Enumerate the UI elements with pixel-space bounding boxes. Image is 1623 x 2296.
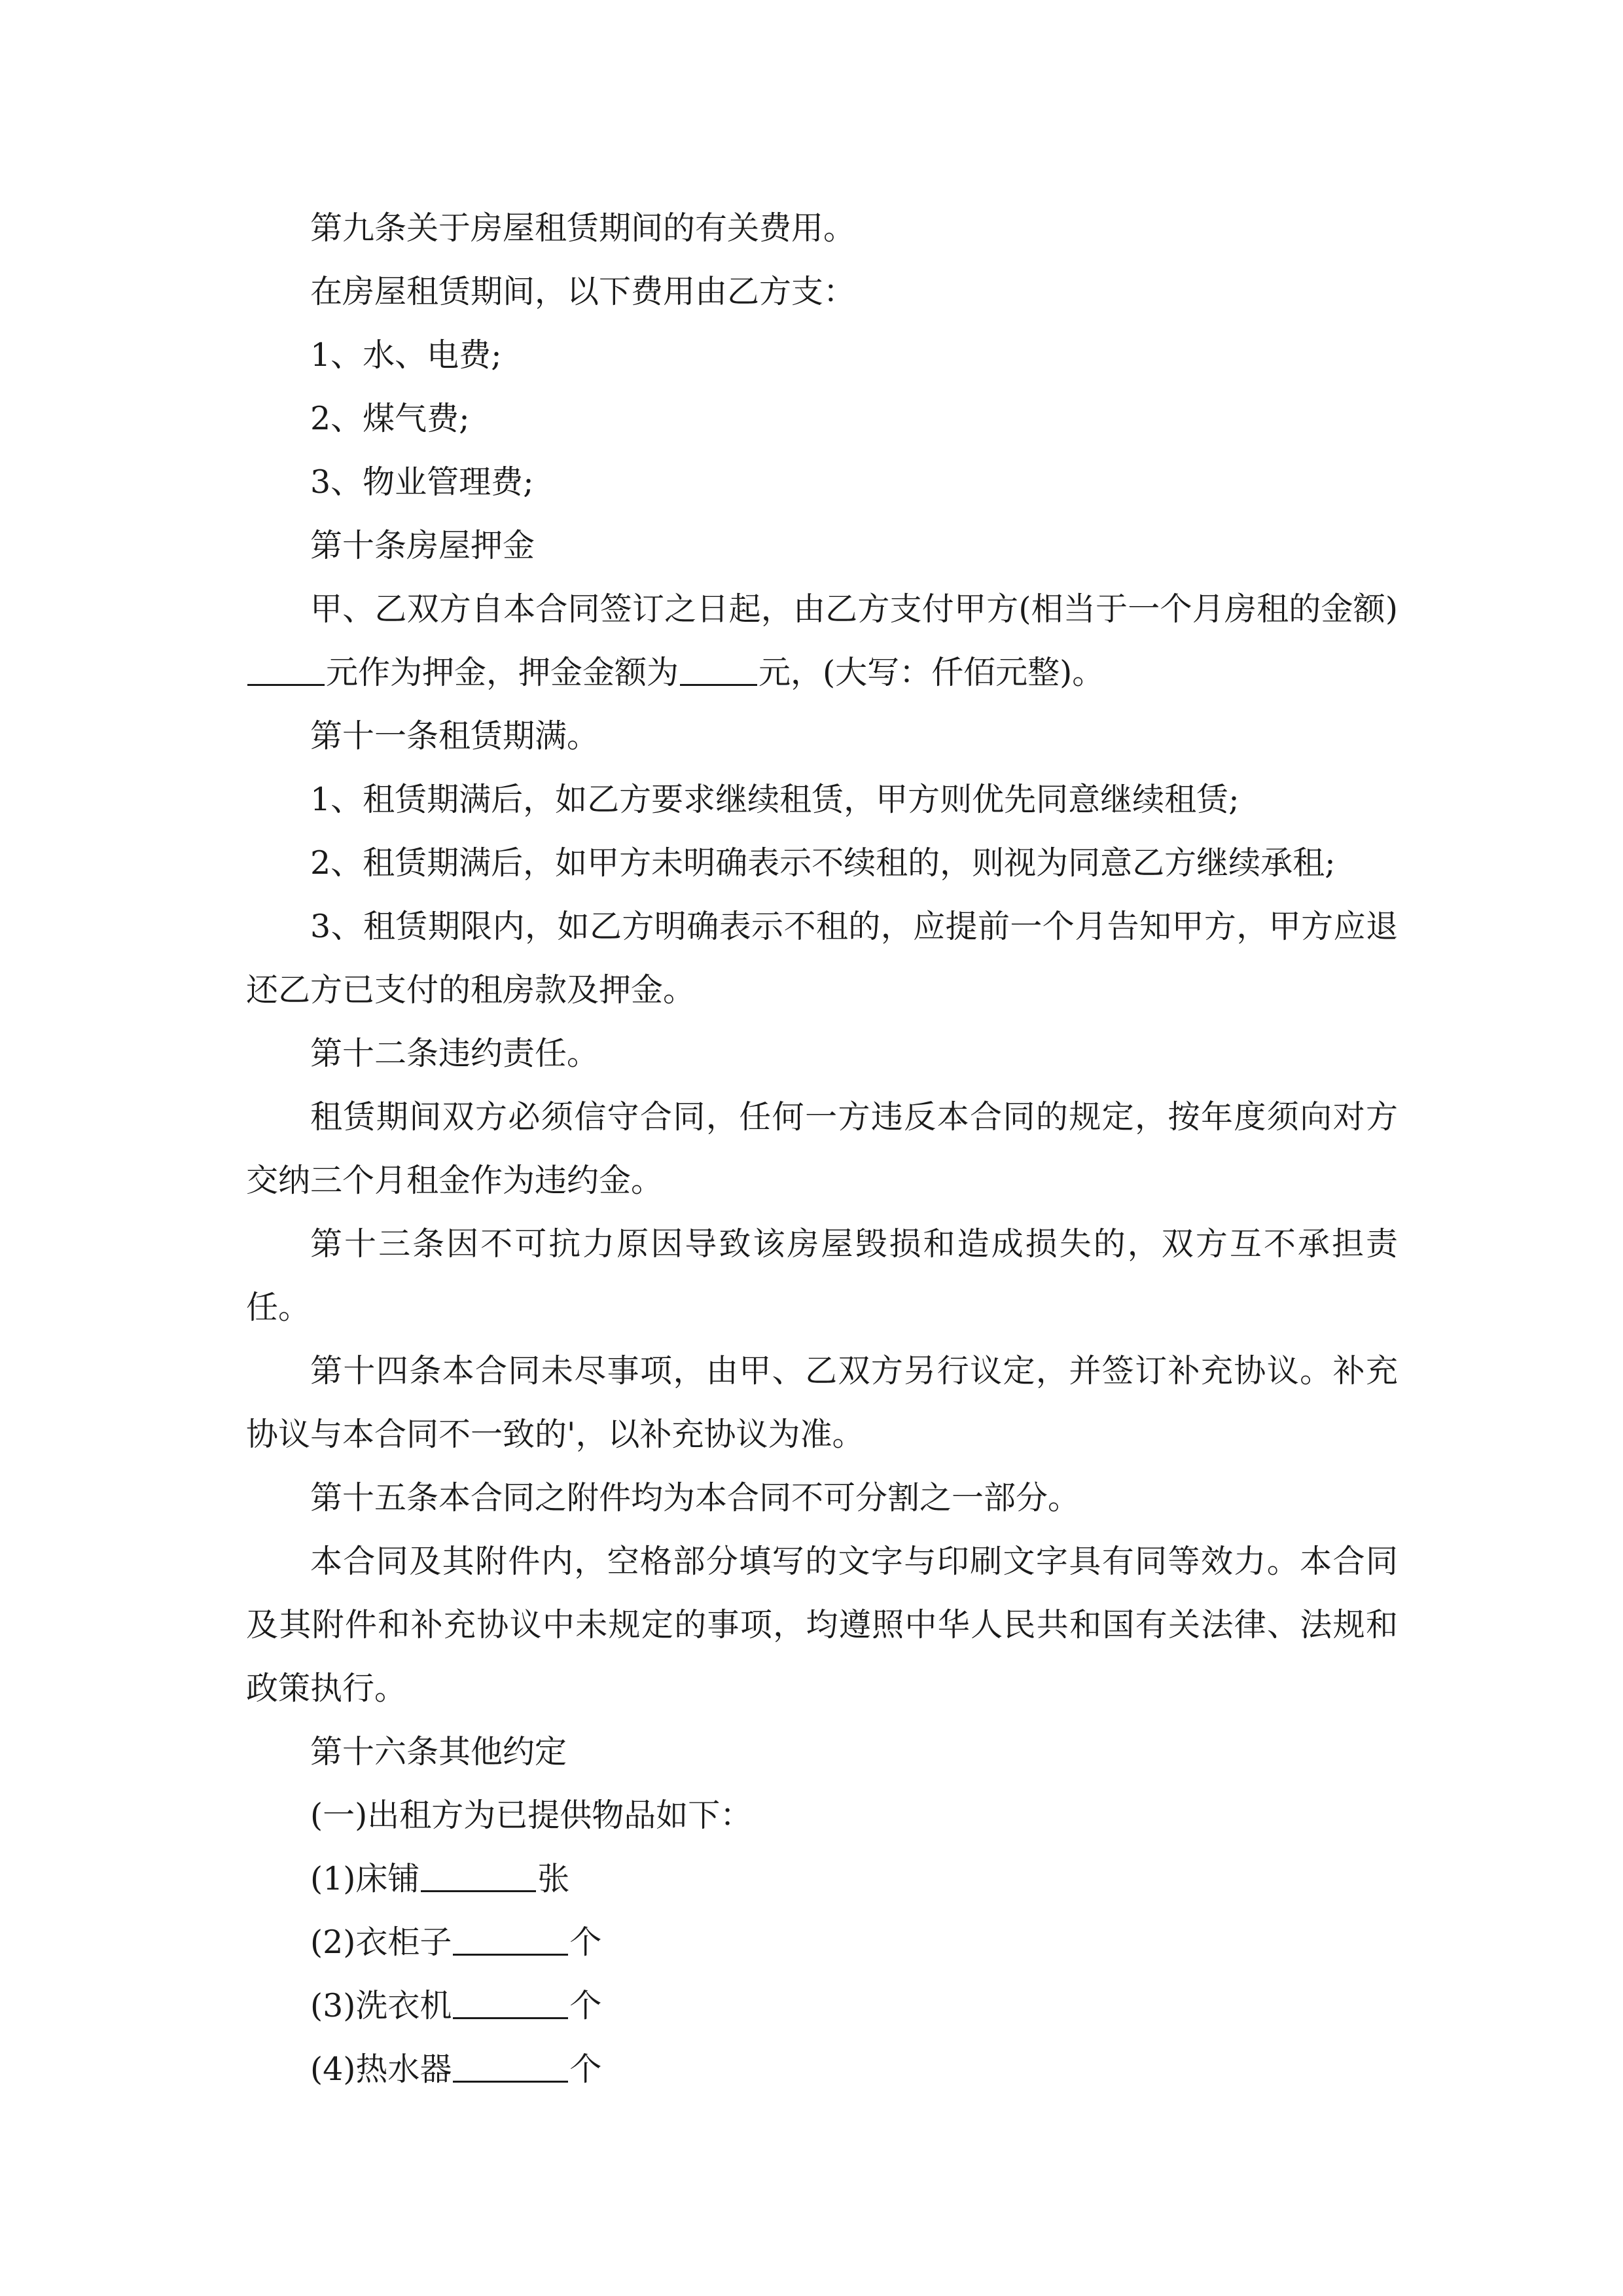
paragraph-text: 第十二条违约责任。 [310,1035,599,1072]
paragraph-text: 1、水、电费; [310,336,502,374]
paragraph-text: 第十五条本合同之附件均为本合同不可分割之一部分。 [310,1479,1080,1516]
paragraph-text: 2、煤气费; [310,400,470,437]
paragraph [246,768,1398,831]
paragraph [246,831,1398,895]
paragraph-text: 张 [537,1860,570,1897]
paragraph [246,895,1398,1022]
paragraph [246,1784,1398,1847]
paragraph [246,323,1398,387]
paragraph-text: 甲、乙双方自本合同签订之日起，由乙方支付甲方(相当于一个月房租的金额) [310,590,1398,628]
paragraph [246,1974,1398,2037]
paragraph [246,450,1398,514]
fill-in-blank [453,2049,568,2083]
paragraph [246,2037,1398,2101]
paragraph-text: 租赁期间双方必须信守合同，任何一方违反本合同的规定，按年度须向对方交纳三个月租金作为违约金。 [246,1098,1398,1199]
paragraph-text: 个 [569,1987,602,2024]
paragraph [246,1530,1398,1720]
paragraph-text: (一)出租方为已提供物品如下： [310,1797,753,1834]
paragraph-text: (3)洗衣机 [310,1987,452,2024]
paragraph [246,196,1398,260]
fill-in-blank [421,1858,536,1892]
paragraph [246,514,1398,577]
paragraph-text: 第十三条因不可抗力原因导致该房屋毁损和造成损失的，双方互不承担责任。 [246,1225,1398,1326]
paragraph-text: (2)衣柜子 [310,1924,452,1961]
paragraph-text: 第十条房屋押金 [310,527,535,564]
paragraph [246,260,1398,323]
paragraph-text: 元作为押金，押金金额为 [326,654,679,691]
paragraph-text: 在房屋租赁期间，以下费用由乙方支： [310,273,856,310]
paragraph [246,577,1398,704]
paragraph-text: 个 [569,1924,602,1961]
paragraph [246,1085,1398,1212]
paragraph [246,1212,1398,1339]
paragraph-text: 本合同及其附件内，空格部分填写的文字与印刷文字具有同等效力。本合同及其附件和补充协议中未规定的事项，均遵照中华人民共和国有关法律、法规和政策执行。 [246,1543,1398,1707]
fill-in-blank [453,1985,568,2019]
fill-in-blank [247,652,325,686]
paragraph [246,1339,1398,1466]
paragraph-text: 3、租赁期限内，如乙方明确表示不租的，应提前一个月告知甲方，甲方应退还乙方已支付的租房款及押金。 [246,908,1398,1009]
paragraph [246,1466,1398,1530]
paragraph-text: (1)床铺 [310,1860,420,1897]
paragraph-text: 第十六条其他约定 [310,1733,567,1770]
paragraph [246,1022,1398,1085]
paragraph-text: (4)热水器 [310,2051,452,2088]
paragraph-text: 第十四条本合同未尽事项，由甲、乙双方另行议定，并签订补充协议。补充协议与本合同不一致的'，以补充协议为准。 [246,1352,1398,1453]
paragraph [246,1847,1398,1910]
paragraph-text: 3、物业管理费; [310,463,534,501]
document-body [246,196,1398,2101]
fill-in-blank [453,1922,568,1956]
fill-in-blank [680,652,757,686]
paragraph-text: 元，(大写：仟佰元整)。 [758,654,1105,691]
paragraph [246,1910,1398,1974]
paragraph-text: 1、租赁期满后，如乙方要求继续租赁，甲方则优先同意继续租赁; [310,781,1240,818]
paragraph-text: 个 [569,2051,602,2088]
paragraph [246,1720,1398,1784]
paragraph-text: 第九条关于房屋租赁期间的有关费用。 [310,209,856,247]
paragraph-text: 2、租赁期满后，如甲方未明确表示不续租的，则视为同意乙方继续承租; [310,844,1336,882]
paragraph [246,704,1398,768]
paragraph [246,387,1398,450]
paragraph-text: 第十一条租赁期满。 [310,717,599,755]
